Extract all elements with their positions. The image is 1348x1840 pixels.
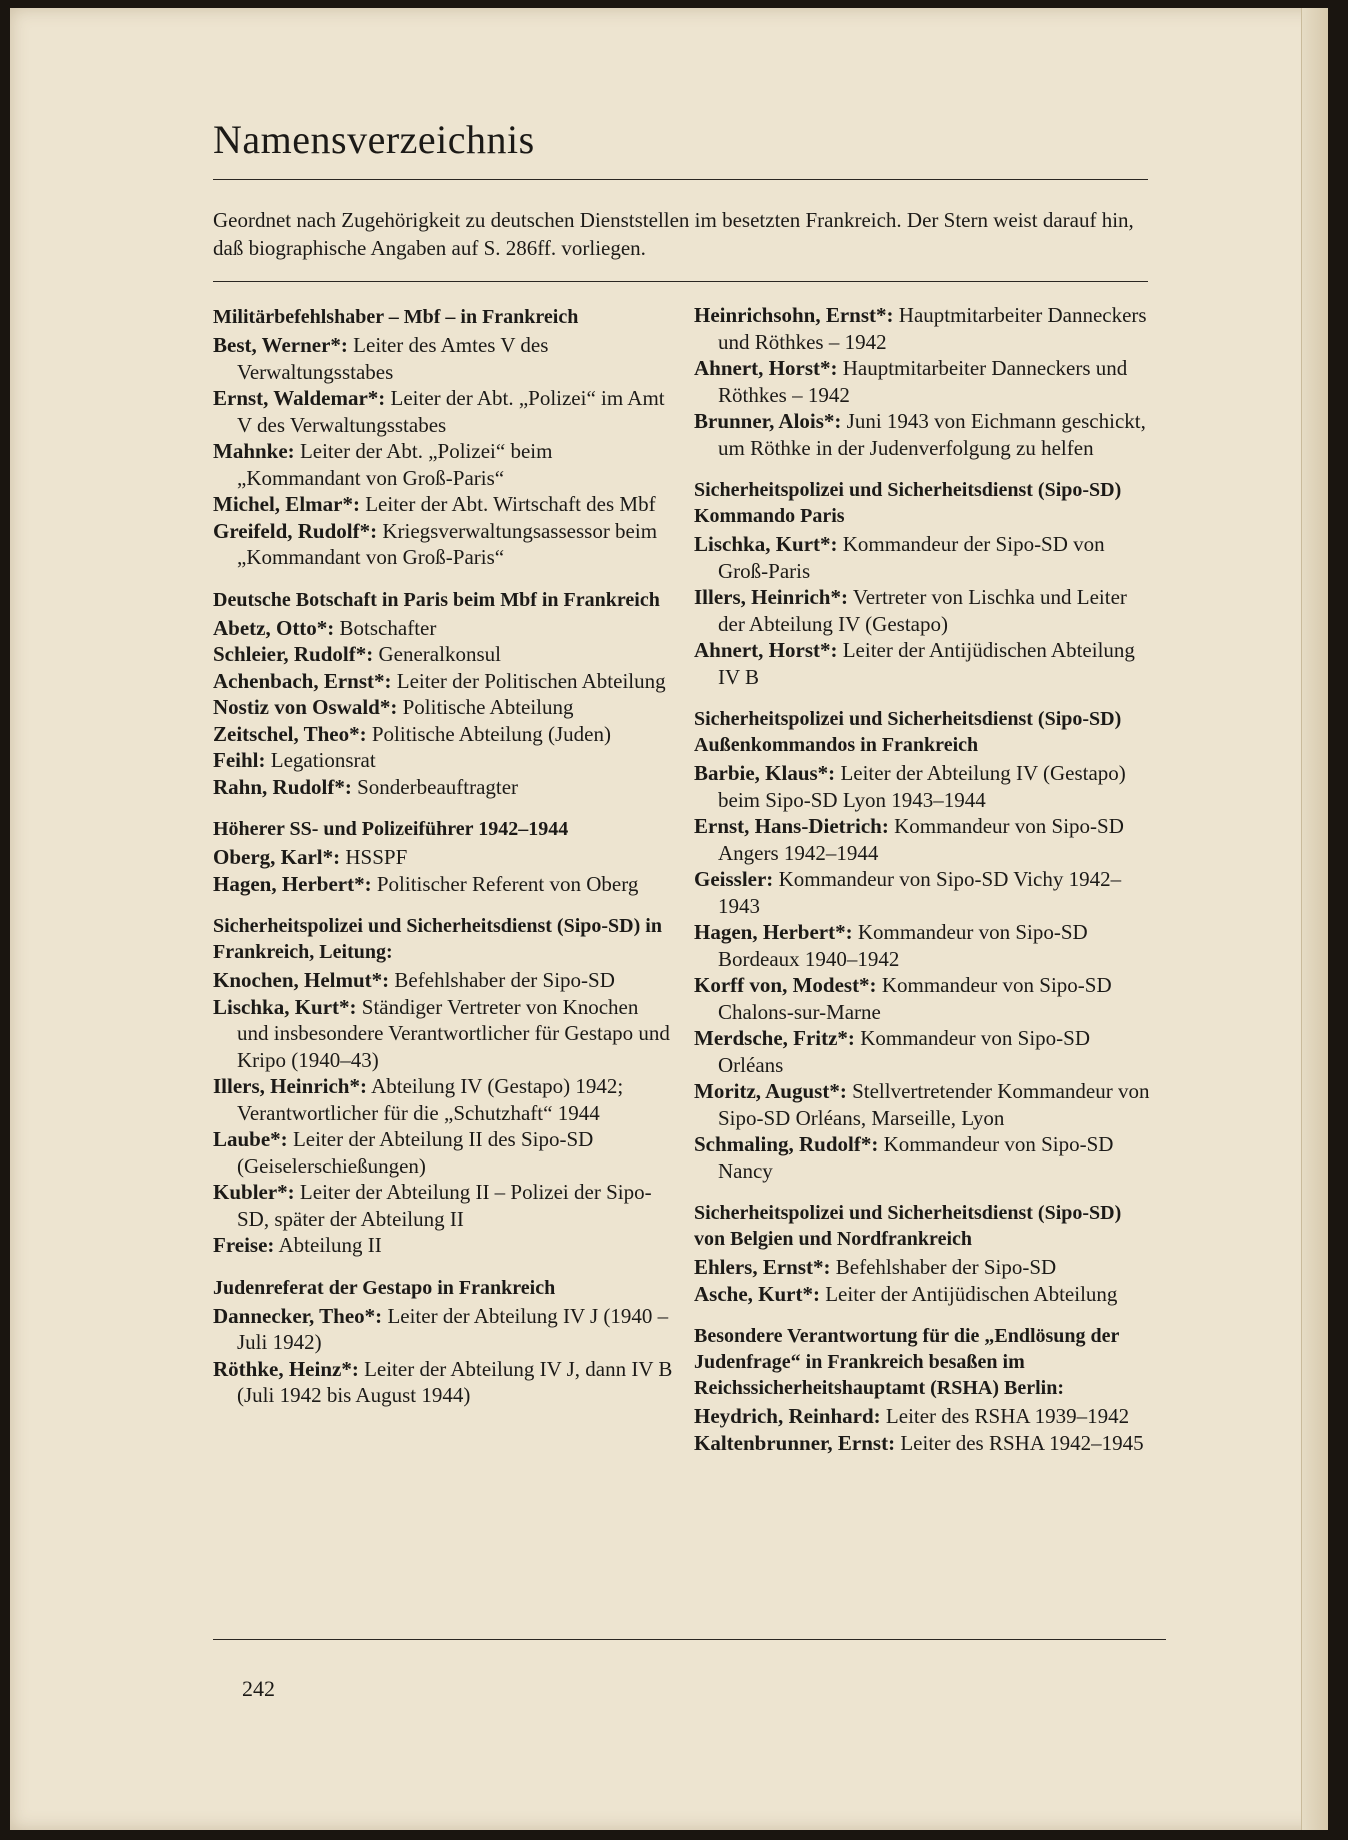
- book-page: [10, 8, 1328, 1830]
- entry-name: Asche, Kurt*:: [694, 1281, 820, 1306]
- index-entry: [213, 385, 675, 438]
- entry-name: Heydrich, Reinhard:: [694, 1404, 881, 1428]
- entry-description: Leiter des Amtes V des Verwaltungsstabes: [237, 333, 549, 384]
- entry-description: Befehlshaber der Sipo-SD: [835, 1255, 1057, 1279]
- index-entry: [213, 774, 675, 801]
- entry-description: Ständiger Vertreter von Knochen und insbesondere Verantwortlicher für Gestapo und Kripo (1940–43): [237, 994, 670, 1072]
- entry-description: Leiter der Abt. „Polizei“ beim „Kommandant von Groß-Paris“: [237, 439, 553, 490]
- index-entry: [694, 972, 1156, 1025]
- page-title: Namensverzeichnis: [213, 117, 535, 162]
- entry-description: Leiter der Abteilung IV J (1940 – Juli 1942): [237, 1303, 669, 1354]
- page-number: 242: [242, 1676, 275, 1701]
- index-entry: [213, 1073, 675, 1126]
- entry-description: Leiter der Abteilung II des Sipo-SD (Geiselerschießungen): [237, 1127, 594, 1178]
- index-entry: [694, 1430, 1156, 1457]
- index-entry: [213, 1179, 675, 1232]
- entry-name: Ernst, Waldemar*:: [213, 386, 386, 410]
- index-entry: [694, 302, 1156, 355]
- section-heading: Besondere Verantwortung für die „Endlösung der Judenfrage“ in Frankreich besaßen im Reichssicherheitshauptamt (RSHA) Berlin:: [694, 1325, 1120, 1399]
- index-entry: [213, 668, 675, 695]
- entry-description: Leiter der Abteilung IV J, dann IV B (Juli 1942 bis August 1944): [237, 1356, 673, 1407]
- entry-name: Schmaling, Rudolf*:: [694, 1132, 879, 1156]
- index-entry: [213, 721, 675, 748]
- entry-description: Generalkonsul: [378, 642, 501, 666]
- index-entry: [694, 813, 1156, 866]
- entry-description: Kommandeur von Sipo-SD Chalons-sur-Marne: [718, 973, 1112, 1024]
- index-entry: [694, 1254, 1156, 1281]
- entry-name: Dannecker, Theo*:: [213, 1303, 383, 1328]
- entry-description: Leiter des RSHA 1939–1942: [885, 1404, 1130, 1428]
- entry-description: Politische Abteilung: [402, 695, 574, 719]
- index-entry: [694, 1281, 1156, 1308]
- section-heading: Sicherheitspolizei und Sicherheitsdienst (Sipo-SD) in Frankreich, Leitung:: [213, 915, 662, 963]
- entry-name: Moritz, August*:: [694, 1079, 847, 1103]
- entry-name: Heinrichsohn, Ernst*:: [694, 303, 894, 327]
- page-edge: [1301, 8, 1328, 1830]
- entry-description: Leiter der Antijüdischen Abteilung IV B: [718, 638, 1135, 689]
- entry-description: Kommandeur von Sipo-SD Vichy 1942–1943: [718, 867, 1122, 918]
- entry-description: Leiter der Abt. Wirtschaft des Mbf: [365, 492, 656, 516]
- index-entry: [694, 919, 1156, 972]
- entry-name: Achenbach, Ernst*:: [213, 668, 392, 693]
- entry-name: Kubler*:: [213, 1180, 295, 1204]
- index-entry: [213, 1356, 675, 1409]
- entry-name: Schleier, Rudolf*:: [213, 642, 374, 666]
- entry-name: Röthke, Heinz*:: [213, 1356, 359, 1381]
- entry-name: Hagen, Herbert*:: [694, 920, 853, 944]
- index-entry: [213, 438, 675, 491]
- entry-name: Merdsche, Fritz*:: [694, 1026, 855, 1050]
- right-column: [694, 302, 1156, 1456]
- entry-name: Ahnert, Horst*:: [694, 356, 838, 380]
- entry-name: Best, Werner*:: [213, 333, 348, 357]
- entry-name: Abetz, Otto*:: [213, 615, 335, 640]
- entry-name: Michel, Elmar*:: [213, 492, 360, 516]
- entry-description: HSSPF: [345, 845, 408, 869]
- index-entry: [694, 531, 1156, 584]
- index-entry: [694, 1403, 1156, 1430]
- entry-name: Barbie, Klaus*:: [694, 761, 836, 785]
- entry-description: Juni 1943 von Eichmann geschickt, um Röthke in der Judenverfolgung zu helfen: [718, 409, 1146, 460]
- index-entry: [213, 491, 675, 518]
- index-entry: [213, 332, 675, 385]
- entry-name: Illers, Heinrich*:: [213, 1074, 367, 1098]
- entry-description: Sonderbeauftragter: [357, 774, 519, 799]
- entry-description: Kommandeur der Sipo-SD von Groß-Paris: [718, 532, 1105, 583]
- entry-description: Abteilung IV (Gestapo) 1942; Verantwortlicher für die „Schutzhaft“ 1944: [237, 1074, 624, 1125]
- index-entry: [213, 1232, 675, 1259]
- section-heading: Sicherheitspolizei und Sicherheitsdienst (Sipo-SD) von Belgien und Nordfrankreich: [694, 1202, 1122, 1250]
- entry-name: Kaltenbrunner, Ernst:: [694, 1430, 896, 1455]
- entry-name: Ahnert, Horst*:: [694, 638, 838, 662]
- index-entry: [694, 1025, 1156, 1078]
- intro-text: Geordnet nach Zugehörigkeit zu deutschen Dienststellen im besetzten Frankreich. Der Stern weist darauf hin, daß biographische Angaben auf S. 286ff. vorliegen.: [213, 208, 1134, 260]
- entry-description: Hauptmitarbeiter Danneckers und Röthkes – 1942: [718, 303, 1147, 354]
- index-entry: [694, 760, 1156, 813]
- entry-name: Brunner, Alois*:: [694, 409, 842, 433]
- entry-description: Legationsrat: [270, 748, 376, 772]
- index-entry: [213, 1303, 675, 1356]
- section-heading: Judenreferat der Gestapo in Frankreich: [213, 1276, 556, 1299]
- index-entry: [213, 694, 675, 721]
- entry-name: Feihl:: [213, 748, 266, 772]
- entry-name: Zeitschel, Theo*:: [213, 721, 367, 746]
- intro-rule: [213, 281, 1148, 282]
- index-entry: [213, 615, 675, 642]
- section-heading: Sicherheitspolizei und Sicherheitsdienst (Sipo-SD) Kommando Paris: [694, 479, 1122, 527]
- section-heading: Militärbefehlshaber – Mbf – in Frankreich: [213, 306, 579, 328]
- entry-description: Abteilung II: [278, 1233, 382, 1257]
- entry-description: Leiter der Politischen Abteilung: [396, 668, 666, 693]
- entry-description: Leiter der Abteilung II – Polizei der Sipo-SD, später der Abteilung II: [237, 1180, 652, 1231]
- entry-description: Politische Abteilung (Juden): [371, 721, 612, 746]
- entry-description: Hauptmitarbeiter Danneckers und Röthkes – 1942: [718, 356, 1128, 407]
- entry-description: Botschafter: [339, 615, 437, 640]
- index-entry: [213, 518, 675, 571]
- index-entry: [213, 994, 675, 1074]
- entry-description: Kriegsverwaltungsassessor beim „Kommandant von Groß-Paris“: [237, 518, 658, 569]
- index-entry: [694, 1131, 1156, 1184]
- index-entry: [213, 747, 675, 774]
- index-entry: [694, 637, 1156, 690]
- entry-name: Oberg, Karl*:: [213, 845, 341, 869]
- entry-description: Befehlshaber der Sipo-SD: [394, 968, 615, 992]
- entry-description: Leiter des RSHA 1942–1945: [900, 1430, 1144, 1455]
- index-entry: [213, 1126, 675, 1179]
- entry-description: Kommandeur von Sipo-SD Angers 1942–1944: [718, 814, 1124, 865]
- entry-name: Nostiz von Oswald*:: [213, 695, 398, 719]
- entry-description: Leiter der Antijüdischen Abteilung: [825, 1281, 1118, 1306]
- entry-description: Leiter der Abt. „Polizei“ im Amt V des Verwaltungsstabes: [237, 386, 665, 437]
- entry-name: Greifeld, Rudolf*:: [213, 518, 378, 543]
- entry-name: Lischka, Kurt*:: [694, 532, 838, 556]
- index-entry: [694, 866, 1156, 919]
- entry-name: Geissler:: [694, 867, 774, 891]
- entry-name: Illers, Heinrich*:: [694, 585, 848, 609]
- entry-name: Freise:: [213, 1233, 275, 1257]
- entry-description: Kommandeur von Sipo-SD Nancy: [718, 1132, 1114, 1183]
- entry-description: Kommandeur von Sipo-SD Orléans: [718, 1026, 1091, 1077]
- entry-name: Lischka, Kurt*:: [213, 994, 357, 1019]
- entry-name: Ernst, Hans-Dietrich:: [694, 814, 889, 838]
- entry-name: Knochen, Helmut*:: [213, 968, 390, 992]
- entry-name: Hagen, Herbert*:: [213, 871, 372, 896]
- section-heading: Höherer SS- und Polizeiführer 1942–1944: [213, 818, 569, 840]
- index-entry: [694, 408, 1156, 461]
- entry-name: Korff von, Modest*:: [694, 973, 877, 997]
- index-entry: [213, 641, 675, 668]
- entry-description: Politischer Referent von Oberg: [376, 871, 639, 896]
- section-heading: Deutsche Botschaft in Paris beim Mbf in Frankreich: [213, 588, 660, 611]
- entry-description: Vertreter von Lischka und Leiter der Abteilung IV (Gestapo): [718, 585, 1127, 636]
- index-entry: [694, 1078, 1156, 1131]
- entry-name: Laube*:: [213, 1127, 288, 1151]
- entry-description: Stellvertretender Kommandeur von Sipo-SD Orléans, Marseille, Lyon: [718, 1079, 1150, 1130]
- index-entry: [213, 871, 675, 898]
- entry-name: Rahn, Rudolf*:: [213, 774, 352, 799]
- entry-description: Leiter der Abteilung IV (Gestapo) beim Sipo-SD Lyon 1943–1944: [718, 761, 1126, 812]
- index-entry: [213, 844, 675, 871]
- footer-rule: [213, 1639, 1166, 1640]
- left-column: [213, 304, 675, 1409]
- entry-name: Ehlers, Ernst*:: [694, 1255, 831, 1279]
- index-entry: [694, 584, 1156, 637]
- title-rule: [213, 179, 1148, 180]
- section-heading: Sicherheitspolizei und Sicherheitsdienst (Sipo-SD) Außenkommandos in Frankreich: [694, 708, 1122, 756]
- index-entry: [213, 967, 675, 994]
- index-entry: [694, 355, 1156, 408]
- entry-description: Kommandeur von Sipo-SD Bordeaux 1940–1942: [718, 920, 1088, 971]
- entry-name: Mahnke:: [213, 439, 295, 463]
